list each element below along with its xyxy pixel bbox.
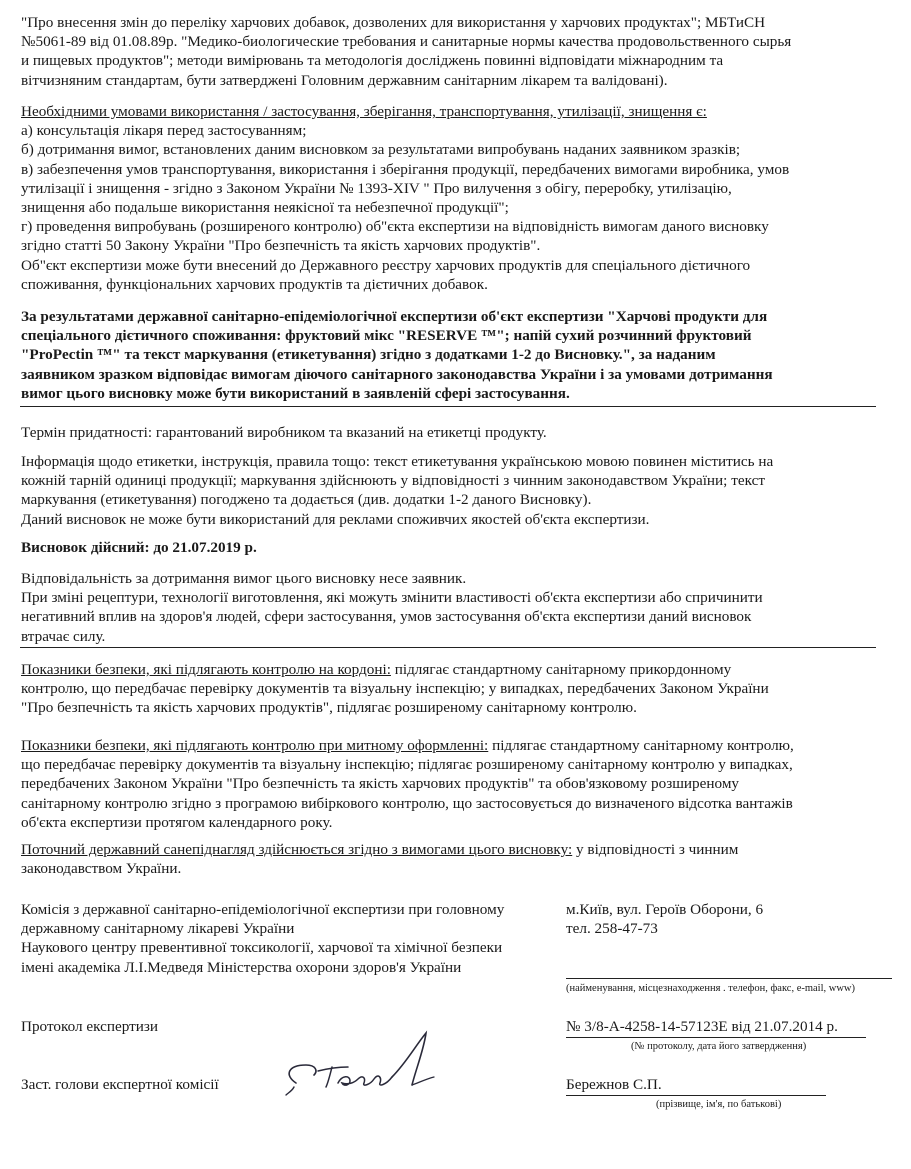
text-line: знищення або подальше використання неякісної та небезпечної продукції"; xyxy=(21,199,509,217)
text-line: Відповідальність за дотримання вимог цього висновку несе заявник. xyxy=(21,570,467,587)
text-line: кожній тарній одиниці продукції; маркування здійснюють у відповідності з чинним законодавством України; текст xyxy=(21,472,765,490)
text-line: передбачених Законом України "Про безпечність та якість харчових продуктів" та обов'язковому розширеному xyxy=(21,775,740,793)
commission-name xyxy=(21,900,566,977)
text-line: При зміні рецептури, технології виготовлення, які можуть змінити властивості об'єкта експертизи або спричинити xyxy=(21,589,763,607)
text-line: об'єкта експертизи протягом календарного року. xyxy=(21,813,333,831)
divider-line xyxy=(20,647,876,648)
text-line: Об"єкт експертизи може бути внесений до Державного реєстру харчових продуктів для спеціального дієтичного xyxy=(21,256,751,274)
shelf-life xyxy=(21,423,891,442)
text-line: негативний вплив на здоров'я людей, сфери застосування, умов застосування об'єкта експертизи даний висновок xyxy=(21,608,752,626)
label-info-paragraph xyxy=(21,452,891,529)
text-line: За результатами державної санітарно-епідеміологічної експертизи об'єкт експертизи "Харчові продукти для xyxy=(21,308,768,325)
text-line: б) дотримання вимог, встановлених даним висновком за результатами випробувань наданих заявником зразків; xyxy=(21,141,741,159)
text-line: и пищевых продуктов"; методи вимірювань та методологія досліджень повинні відповідати міжнародним та xyxy=(21,52,724,70)
text-line xyxy=(21,840,891,859)
text-line: імені академіка Л.І.Медведя Міністерства охорони здоров'я України xyxy=(21,958,462,976)
text-line: в) забезпечення умов транспортування, використання і зберігання продукції, передбачених вимогами виробника, умов xyxy=(21,160,790,178)
responsibility-paragraph xyxy=(21,569,891,646)
signatory-name: Бережнов С.П. xyxy=(566,1076,662,1093)
text-line: санітарному контролю згідно з програмою вибіркового контролю, що застосовується до визначеного відсотка вантажів xyxy=(21,794,793,812)
text-span: підлягає стандартному санітарному контролю, xyxy=(488,737,794,754)
verdict-paragraph xyxy=(21,307,891,403)
conditions-section xyxy=(21,102,891,294)
text-span: у відповідності з чинним xyxy=(572,841,739,858)
text-line: вітчизняним стандартам, бути затверджені Головним державним санітарним лікарем та валідовані). xyxy=(21,71,668,89)
text-span: підлягає стандартному санітарному прикордонному xyxy=(390,661,732,678)
customs-heading: Показники безпеки, які підлягають контролю при митному оформленні: xyxy=(21,737,489,754)
text-line: Комісія з державної санітарно-епідеміологічної експертизи при головному xyxy=(21,901,505,918)
supervision-heading: Поточний державний санепіднагляд здійснюється згідно з вимогами цього висновку: xyxy=(21,841,573,858)
text-line: а) консультація лікаря перед застосуванням; xyxy=(21,122,307,140)
text-line: Даний висновок не може бути використаний для реклами споживчих якостей об'єкта експертизи. xyxy=(21,510,650,528)
divider-line xyxy=(20,406,876,407)
text-line: вимог цього висновку може бути використаний в заявленій сфері застосування. xyxy=(21,384,570,402)
text-line: контролю, що передбачає перевірку документів та візуальну інспекцію; у випадках, передбачених Законом України xyxy=(21,680,769,698)
conditions-heading: Необхідними умовами використання / застосування, зберігання, транспортування, утилізації, знищення є: xyxy=(21,103,707,120)
text-line: споживання, функціональних харчових продуктів та дієтичних добавок. xyxy=(21,275,488,293)
text-line: маркування (етикетування) погоджено та додається (див. додатки 1-2 даного Висновку). xyxy=(21,491,592,509)
text-line: втрачає силу. xyxy=(21,627,106,645)
text-line: державному санітарному лікареві України xyxy=(21,920,295,938)
text-line: №5061-89 від 01.08.89р. "Медико-биологические требования и санитарные нормы качества продовольственного сырья xyxy=(21,33,792,51)
signatory-role: Заст. голови експертної комісії xyxy=(21,1076,219,1093)
text-line: г) проведення випробувань (розширеного контролю) об"єкта експертизи на відповідність вимогам даного висновку xyxy=(21,218,769,236)
border-heading: Показники безпеки, які підлягають контролю на кордоні: xyxy=(21,661,391,678)
commission-address xyxy=(566,900,896,938)
validity-date xyxy=(21,538,891,557)
signatory-caption: (прізвище, ім'я, по батькові) xyxy=(656,1099,782,1110)
text-line: Наукового центру превентивної токсикології, харчової та хімічної безпеки xyxy=(21,939,503,957)
intro-paragraph xyxy=(21,13,891,90)
address-text: м.Київ, вул. Героїв Оборони, 6 xyxy=(566,901,764,918)
text-line: законодавством України. xyxy=(21,860,182,878)
text-line: згідно статті 50 Закону України "Про безпечність та якість харчових продуктів". xyxy=(21,237,541,255)
border-control-section xyxy=(21,660,891,718)
handwritten-signature xyxy=(266,1025,466,1105)
address-caption: (найменування, місцезнаходження . телефон, факс, e-mail, www) xyxy=(566,983,856,994)
text-line: спеціального дієтичного споживання: фруктовий мікс "RESERVE ™"; напій сухий розчинний фруктовий xyxy=(21,327,752,345)
protocol-number: № 3/8-А-4258-14-57123Е від 21.07.2014 р. xyxy=(566,1018,838,1035)
text-line: Висновок дійсний: до 21.07.2019 р. xyxy=(21,539,257,556)
underline xyxy=(566,1095,826,1096)
text-line xyxy=(21,736,891,755)
underline xyxy=(566,1037,866,1038)
text-line xyxy=(21,660,891,679)
text-line: "Про безпечність та якість харчових продуктів", підлягає розширеному санітарному контролю. xyxy=(21,699,637,717)
underline xyxy=(566,978,892,979)
text-line: Інформація щодо етикетки, інструкція, правила тощо: текст етикетування українською мовою повинен міститись на xyxy=(21,453,774,470)
text-line: "ProPectin ™" та текст маркування (етикетування) згідно з додатками 1-2 до Висновку.", за наданим xyxy=(21,346,716,364)
text-line: Термін придатності: гарантований виробником та вказаний на етикетці продукту. xyxy=(21,424,547,441)
phone-text: тел. 258-47-73 xyxy=(566,920,658,938)
supervision-section xyxy=(21,840,891,878)
customs-section xyxy=(21,736,891,832)
text-line: заявником зразком відповідає вимогам діючого санітарного законодавства України і за умовами дотримання xyxy=(21,365,773,383)
text-line: "Про внесення змін до переліку харчових добавок, дозволених для використання у харчових продуктах"; МБТиСН xyxy=(21,14,766,31)
protocol-label: Протокол експертизи xyxy=(21,1018,158,1035)
protocol-caption: (№ протоколу, дата його затвердження) xyxy=(631,1041,807,1052)
text-line: що передбачає перевірку документів та візуальну інспекцію; підлягає розширеному санітарному контролю у випадках, xyxy=(21,756,793,774)
text-line: утилізації і знищення - згідно з Законом України № 1393-XIV " Про вилучення з обігу, переробку, утилізацію, xyxy=(21,179,732,197)
